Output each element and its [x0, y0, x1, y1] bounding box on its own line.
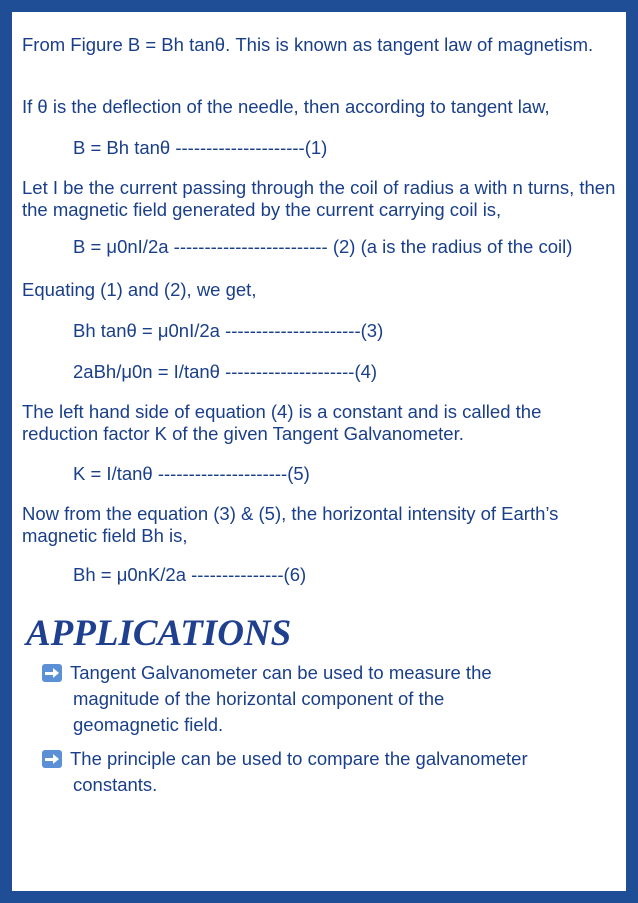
paragraph-equating: Equating (1) and (2), we get,: [22, 279, 257, 300]
paragraph-horizontal-intensity: Now from the equation (3) & (5), the horizontal intensity of Earth’s magnetic field Bh is,: [22, 503, 559, 546]
application-line: Tangent Galvanometer can be used to measure the: [70, 662, 492, 683]
application-item: [42, 660, 582, 738]
right-arrow-icon: [42, 664, 62, 682]
paragraph-tangent-law: From Figure B = Bh tanθ. This is known as tangent law of magnetism.: [22, 34, 594, 55]
right-arrow-icon: [42, 750, 62, 768]
application-item: [42, 746, 582, 798]
equation-2: B = μ0nI/2a ------------------------- (2) (a is the radius of the coil): [73, 236, 573, 257]
application-line: constants.: [73, 774, 158, 795]
application-line: magnitude of the horizontal component of the: [73, 688, 445, 709]
paragraph-reduction-factor: The left hand side of equation (4) is a constant and is called the reduction factor K of the given Tangent Galvanometer.: [22, 401, 542, 444]
application-line: geomagnetic field.: [73, 714, 224, 735]
equation-3: Bh tanθ = μ0nI/2a ----------------------(3): [73, 320, 384, 341]
paragraph-current-coil: Let I be the current passing through the coil of radius a with n turns, then the magnetic field generated by the current carrying coil is,: [22, 177, 616, 220]
equation-4: 2aBh/μ0n = I/tanθ ---------------------(4): [73, 361, 378, 382]
equation-1: B = Bh tanθ ---------------------(1): [73, 137, 328, 158]
equation-6: Bh = μ0nK/2a ---------------(6): [73, 564, 307, 585]
application-line: The principle can be used to compare the galvanometer: [70, 748, 528, 769]
applications-heading: APPLICATIONS: [26, 613, 292, 654]
equation-5: K = I/tanθ ---------------------(5): [73, 463, 310, 484]
paragraph-deflection: If θ is the deflection of the needle, then according to tangent law,: [22, 96, 550, 117]
